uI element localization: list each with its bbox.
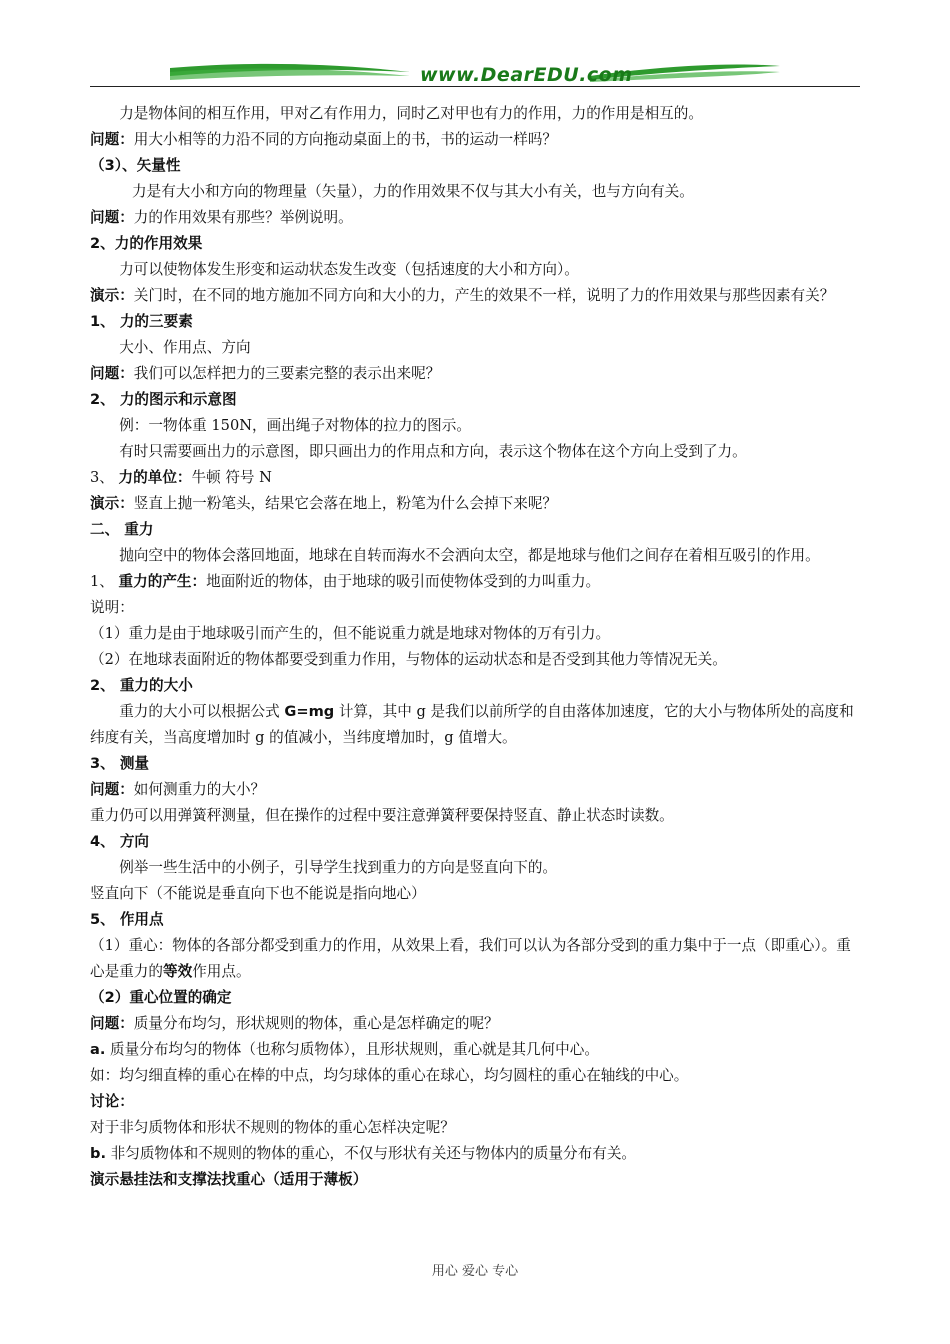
definition-line: 1、 重力的产生：地面附近的物体，由于地球的吸引而使物体受到的力叫重力。	[90, 573, 601, 590]
section-heading: 2、 力的图示和示意图	[90, 391, 237, 408]
question-line: 问题：质量分布均匀，形状规则的物体，重心是怎样确定的呢？	[90, 1015, 499, 1032]
paragraph: 例：一物体重 150N，画出绳子对物体的拉力的图示。	[119, 417, 471, 434]
question-line: 问题：用大小相等的力沿不同的方向拖动桌面上的书，书的运动一样吗？	[90, 131, 558, 148]
paragraph: 说明：	[90, 599, 134, 616]
paragraph: 重力仍可以用弹簧秤测量，但在操作的过程中要注意弹簧秤要保持竖直、静止状态时读数。	[90, 807, 674, 824]
page-footer: 用心 爱心 专心	[431, 1264, 519, 1279]
paragraph: 大小、作用点、方向	[119, 339, 251, 356]
header-rule	[90, 86, 860, 87]
paragraph: b. 非匀质物体和不规则的物体的重心，不仅与形状有关还与物体内的质量分布有关。	[90, 1145, 637, 1162]
paragraph: 例举一些生活中的小例子，引导学生找到重力的方向是竖直向下的。	[119, 859, 558, 876]
section-heading: 2、 重力的大小	[90, 677, 193, 694]
section-heading: 5、 作用点	[90, 911, 164, 928]
header-url: www.DearEDU.com	[420, 64, 633, 86]
section-heading: 二、 重力	[90, 521, 154, 538]
page-header	[90, 60, 860, 90]
paragraph: （1）重心：物体的各部分都受到重力的作用，从效果上看，我们可以认为各部分受到的重力集中于一点（即重心）。重心是重力的等效作用点。	[90, 937, 851, 980]
section-heading: 4、 方向	[90, 833, 150, 850]
section-heading: 1、 力的三要素	[90, 313, 193, 330]
paragraph: （1）重力是由于地球吸引而产生的，但不能说重力就是地球对物体的万有引力。	[90, 625, 611, 642]
section-heading: 讨论：	[90, 1093, 134, 1110]
paragraph: 竖直向下（不能说是垂直向下也不能说是指向地心）	[90, 885, 426, 902]
paragraph: 力可以使物体发生形变和运动状态发生改变（包括速度的大小和方向）。	[119, 261, 579, 278]
question-line: 问题：如何测重力的大小？	[90, 781, 266, 798]
paragraph: 有时只需要画出力的示意图，即只画出力的作用点和方向，表示这个物体在这个方向上受到了力。	[119, 443, 747, 460]
paragraph: 对于非匀质物体和形状不规则的物体的重心怎样决定呢？	[90, 1119, 455, 1136]
paragraph: 重力的大小可以根据公式 G=mg 计算，其中 g 是我们以前所学的自由落体加速度，它的大小与物体所处的高度和纬度有关，当高度增加时 g 的值减小，当纬度增加时，g 值增大。	[90, 703, 854, 746]
formula: G=mg	[284, 703, 335, 720]
demo-line: 演示：竖直上抛一粉笔头，结果它会落在地上，粉笔为什么会掉下来呢？	[90, 495, 558, 512]
paragraph: （2）在地球表面附近的物体都要受到重力作用，与物体的运动状态和是否受到其他力等情况无关。	[90, 651, 727, 668]
paragraph: 力是物体间的相互作用，甲对乙有作用力，同时乙对甲也有力的作用，力的作用是相互的。	[119, 105, 703, 122]
section-heading: 演示悬挂法和支撑法找重心（适用于薄板）	[90, 1171, 368, 1188]
paragraph: 抛向空中的物体会落回地面，地球在自转而海水不会洒向太空，都是地球与他们之间存在着相互吸引的作用。	[119, 547, 820, 564]
question-line: 问题：力的作用效果有那些？举例说明。	[90, 209, 353, 226]
paragraph: 力是有大小和方向的物理量（矢量），力的作用效果不仅与其大小有关，也与方向有关。	[132, 183, 694, 200]
section-heading: 3、 测量	[90, 755, 150, 772]
paragraph: 如：均匀细直棒的重心在棒的中点，均匀球体的重心在球心，均匀圆柱的重心在轴线的中心。	[90, 1067, 689, 1084]
section-heading: （2）重心位置的确定	[90, 989, 232, 1006]
document-body	[90, 101, 862, 1193]
question-line: 问题：我们可以怎样把力的三要素完整的表示出来呢？	[90, 365, 441, 382]
demo-line: 演示：关门时，在不同的地方施加不同方向和大小的力，产生的效果不一样，说明了力的作用效果与那些因素有关？	[90, 287, 835, 304]
paragraph: a. 质量分布均匀的物体（也称匀质物体），且形状规则，重心就是其几何中心。	[90, 1041, 599, 1058]
section-heading: （3）、矢量性	[90, 157, 181, 174]
section-heading: 2、力的作用效果	[90, 235, 203, 252]
unit-line: 3、 力的单位：牛顿 符号 N	[90, 469, 272, 486]
